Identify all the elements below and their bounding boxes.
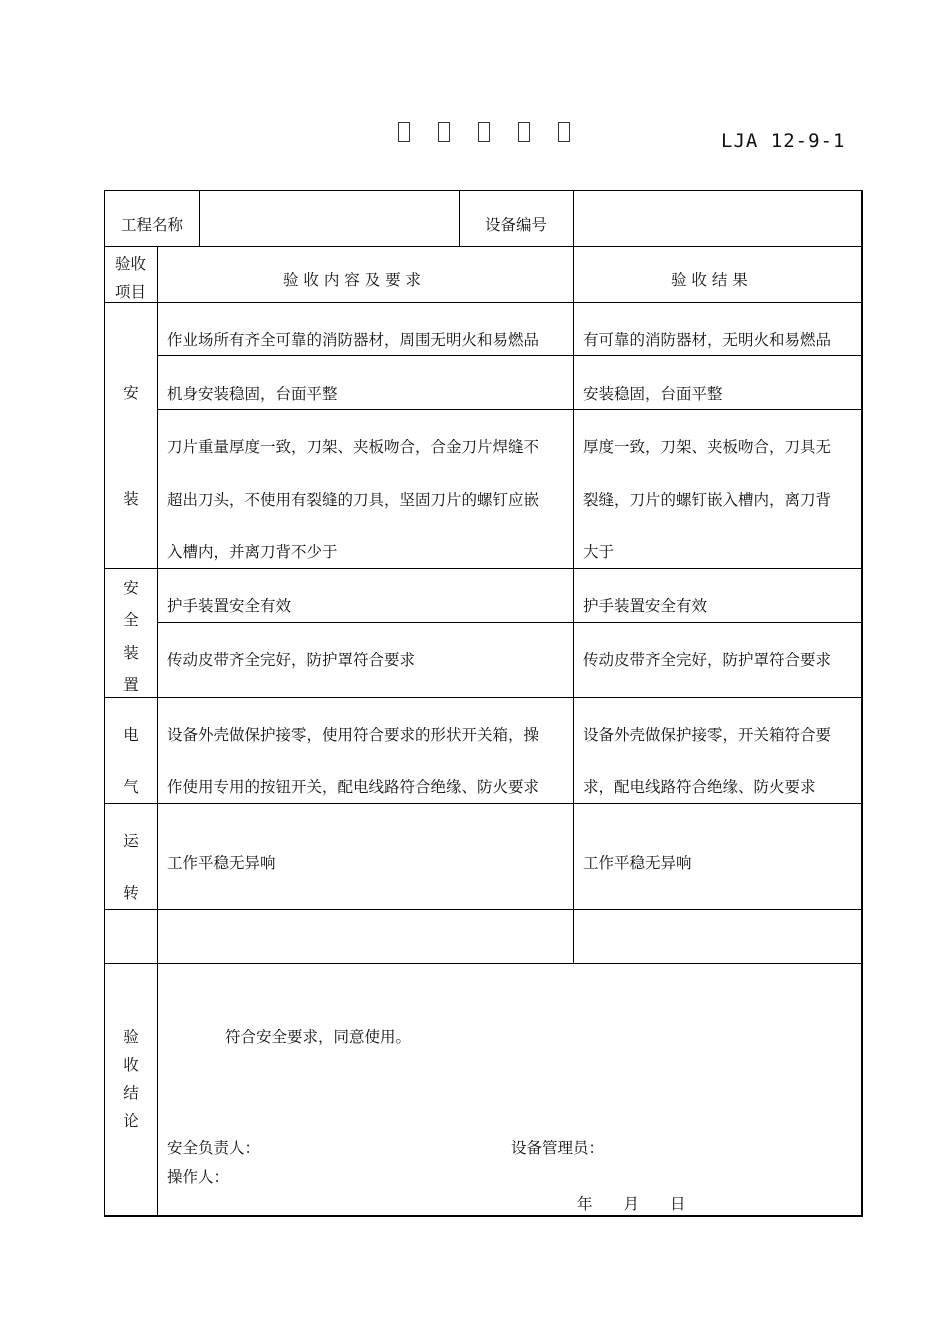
conclusion-label-4: 论 (123, 1112, 139, 1130)
title-glyph-4 (518, 122, 530, 142)
install-req-1: 作业场所有齐全可靠的消防器材，周围无明火和易燃品 (167, 331, 540, 349)
project-name-label: 工程名称 (121, 216, 184, 234)
device-manager-label: 设备管理员： (511, 1139, 605, 1157)
title-glyph-3 (478, 122, 490, 142)
install-req-3-line3: 入槽内，并离刀背不少于 (167, 543, 338, 561)
install-res-3-line1: 厚度一致，刀架、夹板吻合，刀具无 (583, 438, 832, 456)
content-header: 验 收 内 容 及 要 求 (283, 271, 422, 289)
safety-res-2: 传动皮带齐全完好，防护罩符合要求 (583, 651, 832, 669)
safety-res-1: 护手装置安全有效 (583, 597, 708, 615)
electric-req-line2: 作使用专用的按钮开关，配电线路符合绝缘、防火要求 (167, 778, 540, 796)
install-req-2: 机身安装稳固，台面平整 (167, 385, 338, 403)
install-res-2: 安装稳固，台面平整 (583, 385, 723, 403)
operation-label-2: 转 (123, 884, 139, 902)
safety-req-1: 护手装置安全有效 (167, 597, 292, 615)
conclusion-text: 符合安全要求，同意使用。 (225, 1028, 412, 1046)
operation-req: 工作平稳无异响 (167, 854, 276, 872)
safety-req-2: 传动皮带齐全完好，防护罩符合要求 (167, 651, 416, 669)
document-title (398, 122, 598, 147)
install-req-3-line1: 刀片重量厚度一致，刀架、夹板吻合，合金刀片焊缝不 (167, 438, 540, 456)
electric-res-line1: 设备外壳做保护接零，开关箱符合要 (583, 726, 832, 744)
safety-lead-label: 安全负责人： (167, 1139, 261, 1157)
install-res-1: 有可靠的消防器材，无明火和易燃品 (583, 331, 832, 349)
device-no-label: 设备编号 (485, 216, 548, 234)
operator-label: 操作人： (167, 1168, 230, 1186)
electric-req-line1: 设备外壳做保护接零，使用符合要求的形状开关箱，操 (167, 726, 540, 744)
conclusion-label-3: 结 (123, 1084, 139, 1102)
title-glyph-5 (558, 122, 570, 142)
item-label-1: 验收 (115, 255, 147, 273)
electric-label-1: 电 (123, 726, 139, 744)
operation-label-1: 运 (123, 832, 139, 850)
install-label-1: 安 (123, 384, 139, 402)
install-res-3-line3: 大于 (583, 543, 615, 561)
title-glyph-1 (398, 122, 410, 142)
conclusion-label-2: 收 (123, 1056, 139, 1074)
document-code: LJA 12-9-1 (721, 130, 846, 152)
operation-res: 工作平稳无异响 (583, 854, 692, 872)
safety-label-4: 置 (123, 676, 139, 694)
safety-label-2: 全 (123, 611, 139, 629)
safety-label-3: 装 (123, 644, 139, 662)
electric-res-line2: 求，配电线路符合绝缘、防火要求 (583, 778, 816, 796)
result-header: 验 收 结 果 (671, 271, 748, 289)
item-label-2: 项目 (115, 283, 147, 301)
safety-label-1: 安 (123, 579, 139, 597)
install-label-2: 装 (123, 490, 139, 508)
date-line: 年 月 日 (577, 1195, 686, 1213)
electric-label-2: 气 (123, 778, 139, 796)
install-req-3-line2: 超出刀头，不使用有裂缝的刀具，坚固刀片的螺钉应嵌 (167, 491, 540, 509)
install-res-3-line2: 裂缝，刀片的螺钉嵌入槽内，离刀背 (583, 491, 832, 509)
conclusion-label-1: 验 (123, 1028, 139, 1046)
acceptance-table (104, 190, 863, 1217)
title-glyph-2 (438, 122, 450, 142)
